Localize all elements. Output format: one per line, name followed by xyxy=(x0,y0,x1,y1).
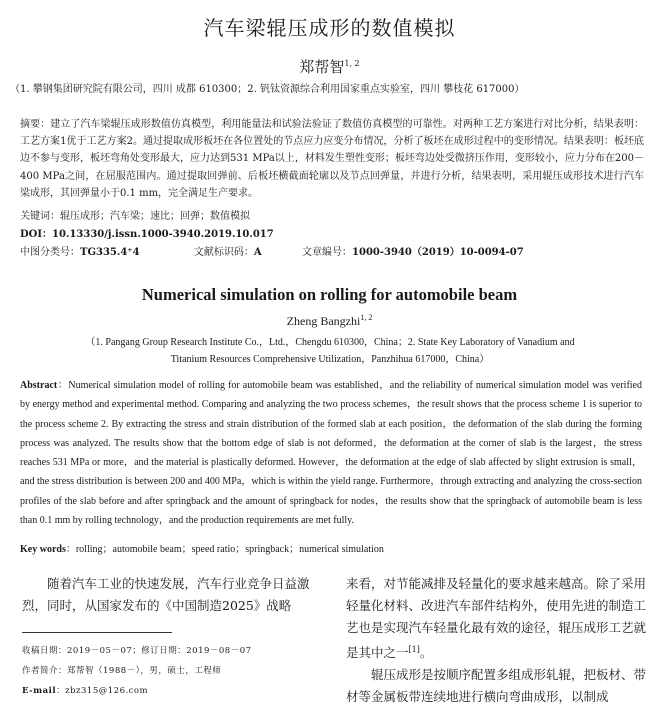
cn-keywords-text: 辊压成形；汽车梁；速比；回弹；数值模拟 xyxy=(60,211,250,222)
footnote-rule xyxy=(22,632,172,633)
cn-abstract xyxy=(20,116,644,202)
doc-code-value: A xyxy=(253,247,262,258)
article-no-value: 1000-3940（2019）10-0094-07 xyxy=(352,247,524,258)
cn-abstract-text: 建立了汽车梁辊压成形数值仿真模型，利用能量法和试验法验证了数值仿真模型的可靠性。对两种工艺方案进行对比分析，结果表明：工艺方案1优于工艺方案2。通过提取成形板坯在各位置处的节点应力应变分布情况，分析了板坯在成形过程中的变形情况。结果表明：板坯底边不参与变形，板坯弯角处变形最大，应力达到531 MPa以上，材料发生塑性变形；板坯弯边处受微挤压作用，变形较小，应力分布在200－400 MPa之间，在屈服范围内。通过提取回弹前、后板坯横截面轮廓以及节点回弹量，并进行分析，结果表明，采用辊压成形技术进行汽车梁成形，其回弹量小于0.1 mm，完全满足生产要求。 xyxy=(20,119,645,199)
classification-line xyxy=(20,243,640,258)
en-abstract xyxy=(20,376,642,530)
cn-keywords-label: 关键词： xyxy=(20,211,60,222)
body-right-column xyxy=(346,573,646,708)
footnote-email-label: E-mail xyxy=(22,686,57,696)
doi: DOI：10.13330/j.issn.1000-3940.2019.10.017 xyxy=(20,229,274,240)
en-keywords-label: Key words xyxy=(20,544,66,555)
footnote-email xyxy=(22,681,322,701)
en-affiliation-line2: Titanium Resources Comprehensive Utilization，Panzhihua 617000，China） xyxy=(170,354,490,365)
en-keywords-text: ：rolling；automobile beam；speed ratio；springback；numerical simulation xyxy=(65,544,384,555)
en-author-name: Zheng Bangzhi xyxy=(286,314,361,328)
en-author-sup: 1, 2 xyxy=(360,313,373,322)
clc-value: TG335.4⁺4 xyxy=(80,247,140,258)
footnotes xyxy=(22,641,322,701)
clc-label: 中图分类号： xyxy=(20,247,80,258)
body-paragraph-1: 来看，对节能减排及轻量化的要求越来越高。除了采用轻量化材料、改进汽车部件结构外，使用先进的制造工艺也是实现汽车轻量化最有效的途径，辊压成形工艺就是其中之一[1]。 xyxy=(346,576,647,661)
footnote-author-info: 作者简介：郑帮智（1988－），男，硕士，工程师 xyxy=(22,666,222,676)
footnote-received: 收稿日期：2019－05－07；修订日期：2019－08－07 xyxy=(22,646,252,656)
article-no-label: 文章编号： xyxy=(302,247,353,258)
doc-code-label: 文献标识码： xyxy=(193,247,254,258)
en-keywords xyxy=(20,540,640,555)
cn-keywords xyxy=(20,207,640,222)
cn-affiliation: （1. 攀钢集团研究院有限公司，四川 成都 610300；2. 钒钛资源综合利用国家重点实验室，四川 攀枝花 617000） xyxy=(10,84,525,95)
en-author xyxy=(0,313,659,329)
cn-abstract-label: 摘要： xyxy=(20,119,51,130)
footnote-email-value[interactable]: ：zbz315@126.com xyxy=(56,686,149,696)
en-title: Numerical simulation on rolling for automobile beam xyxy=(141,285,518,304)
cn-author-sup: 1, 2 xyxy=(344,59,360,68)
body-left-column: 随着汽车工业的快速发展，汽车行业竞争日益激烈，同时，从国家发布的《中国制造2025》战略 xyxy=(22,576,310,613)
cn-title: 汽车梁辊压成形的数值模拟 xyxy=(203,16,456,40)
citation-ref[interactable]: [1] xyxy=(408,645,420,654)
en-affiliation xyxy=(30,334,630,368)
en-abstract-label: Abstract xyxy=(20,380,58,391)
cn-author xyxy=(0,56,659,77)
cn-author-name: 郑帮智 xyxy=(299,58,345,76)
en-affiliation-line1: （1. Pangang Group Research Institute Co.，Ltd.，Chengdu 610300，China；2. State Key Laboratory of Vanadium and xyxy=(85,337,575,348)
body-paragraph-2: 辊压成形是按顺序配置多组成形轧辊，把板材、带材等金属板带连续地进行横向弯曲成形，以制成 xyxy=(346,667,647,705)
en-abstract-text: ：Numerical simulation model of rolling for automobile beam was established，and the reliability of numerical simulation model was verified by energy method and experimental method. Comparing and analyzing the two process schemes，the result shows that the process scheme 1 is superior to the process scheme 2. By extracting the stress and strain distribution of the formed slab at each position，the deformation of the slab during the forming process was analyzed. The results show that the bottom edge of slab is not deformed，the deformation at the corner of slab is the largest，the stress reaches 531 MPa or more，and the material is plastically deformed. However，the deformation at the edge of slab affected by slight extrusion is small，and the stress distribution is between 200 and 400 MPa，which is within the yield range. Furthermore，through extracting and analyzing the cross-section profiles of the slab before and after springback and the amount of springback for nodes，the results show that the springback of automobile beam is less than 0.1 mm by rolling technology，and the production requirements are met fully. xyxy=(20,380,642,527)
